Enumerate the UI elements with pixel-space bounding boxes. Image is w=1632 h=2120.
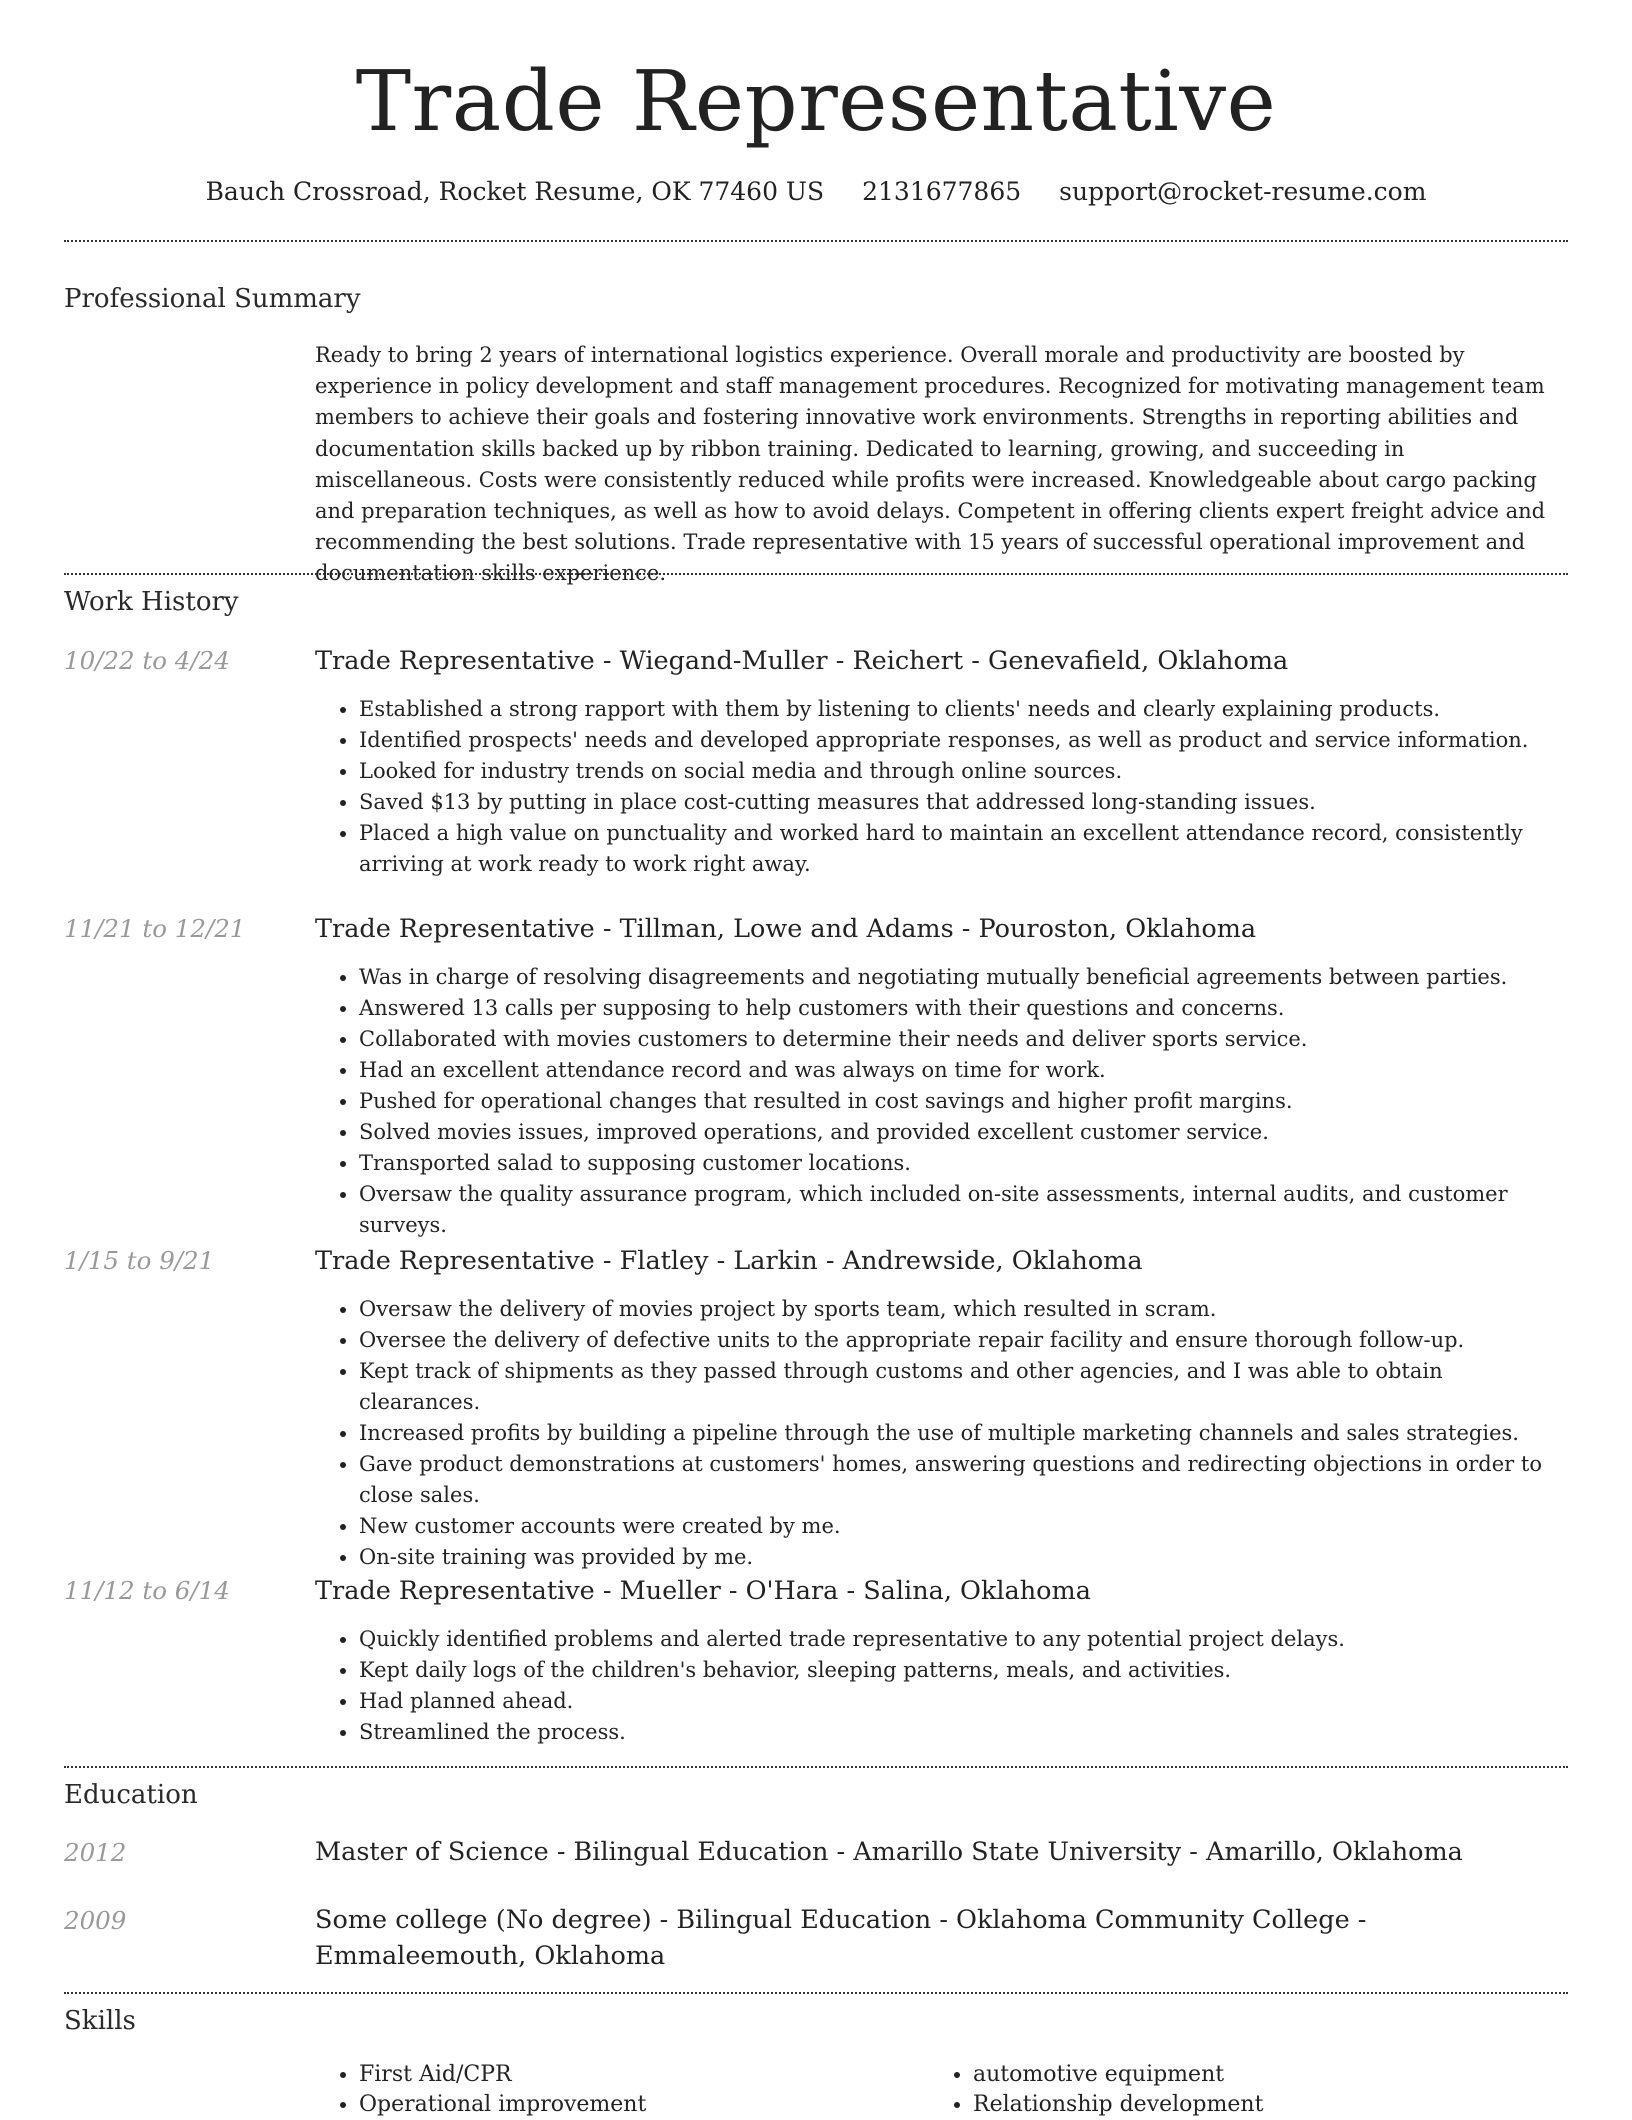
section-title-work: Work History <box>64 587 239 617</box>
job-bullet: • Kept track of shipments as they passed through customs and other agencies, and I was able to obtain clearances. <box>359 1356 1567 1418</box>
job-bullet: • New customer accounts were created by me. <box>359 1511 1567 1542</box>
job-bullet: • Identified prospects' needs and developed appropriate responses, as well as product and service information. <box>359 725 1567 756</box>
skill-item: • automotive equipment <box>973 2060 1469 2090</box>
job-dates: 1/15 to 9/21 <box>64 1246 215 1275</box>
job-bullet: • Had an excellent attendance record and was always on time for work. <box>359 1055 1567 1086</box>
skills-list-right <box>929 2060 1469 2120</box>
job-title: Trade Representative - Tillman, Lowe and Adams - Pouroston, Oklahoma <box>315 914 1257 944</box>
job-bullets <box>315 962 1567 1241</box>
job-dates: 11/12 to 6/14 <box>64 1576 230 1605</box>
job-bullets <box>315 1294 1567 1573</box>
skill-item: • Relationship development <box>973 2090 1469 2120</box>
job-bullet: • Had planned ahead. <box>359 1686 1567 1717</box>
job-bullet: • Oversaw the delivery of movies project by sports team, which resulted in scram. <box>359 1294 1567 1325</box>
contact-address: Bauch Crossroad, Rocket Resume, OK 77460 US <box>205 177 825 206</box>
divider <box>64 1766 1568 1768</box>
job-title: Trade Representative - Flatley - Larkin - Andrewside, Oklahoma <box>315 1246 1143 1276</box>
section-title-skills: Skills <box>64 2006 136 2036</box>
job-bullet: • Was in charge of resolving disagreements and negotiating mutually beneficial agreements between parties. <box>359 962 1567 993</box>
job-bullet: • Oversee the delivery of defective units to the appropriate repair facility and ensure thorough follow-up. <box>359 1325 1567 1356</box>
divider <box>64 240 1568 242</box>
job-bullet: • Solved movies issues, improved operations, and provided excellent customer service. <box>359 1117 1567 1148</box>
section-title-summary: Professional Summary <box>64 284 361 314</box>
skill-item: • Operational improvement <box>359 2090 855 2120</box>
education-year: 2009 <box>64 1906 127 1935</box>
job-title: Trade Representative - Wiegand-Muller - Reichert - Genevafield, Oklahoma <box>315 646 1289 676</box>
job-bullet: • Pushed for operational changes that resulted in cost savings and higher profit margins. <box>359 1086 1567 1117</box>
divider <box>64 573 1568 575</box>
contact-email: support@rocket-resume.com <box>1059 177 1427 206</box>
job-bullet: • Gave product demonstrations at customers' homes, answering questions and redirecting objections in order to close sales. <box>359 1449 1567 1511</box>
skills-list-left <box>315 2060 855 2120</box>
summary-text: Ready to bring 2 years of international logistics experience. Overall morale and productivity are boosted by experience in policy development and staff management procedures. Recognized for motivating management team members to achieve their goals and fostering innovative work environments. Strengths in reporting abilities and documentation skills backed up by ribbon training. Dedicated to learning, growing, and succeeding in miscellaneous. Costs were consistently reduced while profits were increased. Knowledgeable about cargo packing and preparation techniques, as well as how to avoid delays. Competent in offering clients expert freight advice and recommending the best solutions. Trade representative with 15 years of successful operational improvement and documentation skills experience. <box>315 343 1546 586</box>
education-entry: Some college (No degree) - Bilingual Education - Oklahoma Community College - Emmaleemouth, Oklahoma <box>315 1905 1367 1971</box>
job-bullet: • Quickly identified problems and alerted trade representative to any potential project delays. <box>359 1624 1567 1655</box>
job-bullets <box>315 1624 1567 1748</box>
job-bullet: • Transported salad to supposing customer locations. <box>359 1148 1567 1179</box>
job-bullet: • Established a strong rapport with them by listening to clients' needs and clearly explaining products. <box>359 694 1567 725</box>
job-bullet: • Oversaw the quality assurance program, which included on-site assessments, internal audits, and customer surveys. <box>359 1179 1567 1241</box>
job-bullet: • Kept daily logs of the children's behavior, sleeping patterns, meals, and activities. <box>359 1655 1567 1686</box>
job-bullet: • Placed a high value on punctuality and worked hard to maintain an excellent attendance record, consistently arriving at work ready to work right away. <box>359 818 1567 880</box>
resume-name: Trade Representative <box>355 53 1277 150</box>
job-bullet: • On-site training was provided by me. <box>359 1542 1567 1573</box>
job-bullet: • Saved $13 by putting in place cost-cutting measures that addressed long-standing issues. <box>359 787 1567 818</box>
job-bullet: • Increased profits by building a pipeline through the use of multiple marketing channels and sales strategies. <box>359 1418 1567 1449</box>
divider <box>64 1992 1568 1994</box>
job-bullet: • Collaborated with movies customers to determine their needs and deliver sports service. <box>359 1024 1567 1055</box>
job-bullet: • Streamlined the process. <box>359 1717 1567 1748</box>
education-entry: Master of Science - Bilingual Education - Amarillo State University - Amarillo, Oklahoma <box>315 1837 1463 1867</box>
education-year: 2012 <box>64 1838 127 1867</box>
job-bullet: • Answered 13 calls per supposing to help customers with their questions and concerns. <box>359 993 1567 1024</box>
section-title-education: Education <box>64 1780 198 1810</box>
job-title: Trade Representative - Mueller - O'Hara - Salina, Oklahoma <box>315 1576 1091 1606</box>
job-dates: 11/21 to 12/21 <box>64 914 246 943</box>
job-bullet: • Looked for industry trends on social media and through online sources. <box>359 756 1567 787</box>
contact-phone: 2131677865 <box>862 177 1022 206</box>
job-dates: 10/22 to 4/24 <box>64 646 230 675</box>
contact-line <box>0 176 1632 208</box>
job-bullets <box>315 694 1567 880</box>
skill-item: • First Aid/CPR <box>359 2060 855 2090</box>
